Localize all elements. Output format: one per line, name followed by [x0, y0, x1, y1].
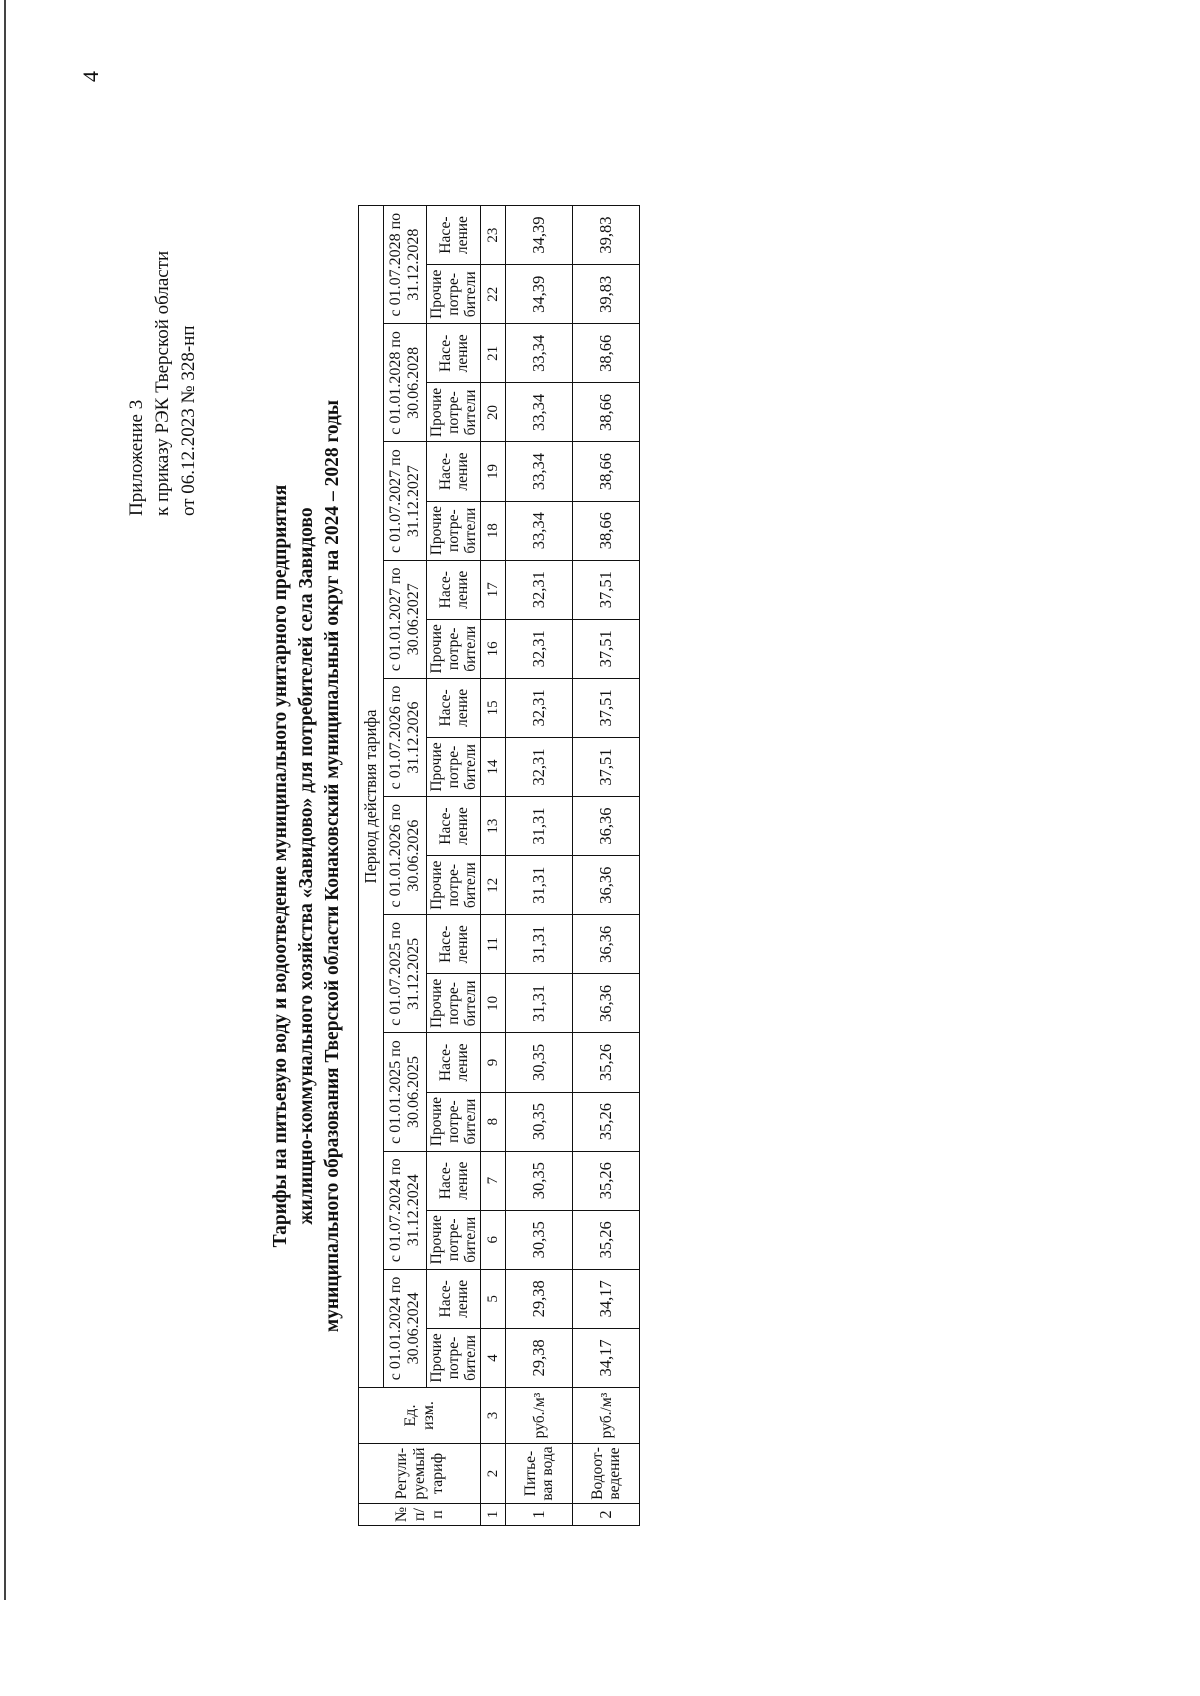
tariff-value: 30,35: [506, 1210, 573, 1269]
document-title: [268, 206, 346, 1526]
category-population: Насе-ление: [427, 442, 481, 501]
column-number: 9: [481, 1033, 506, 1092]
tariff-value: 39,83: [573, 265, 640, 324]
appendix-line-1: Приложение 3: [126, 399, 147, 516]
category-other: Прочие потре-бители: [427, 1328, 481, 1387]
tariff-value: 39,83: [573, 206, 640, 265]
tariff-value: 30,35: [506, 1033, 573, 1092]
header-row-categories: [427, 206, 481, 1526]
col-header-unit: Ед. изм.: [359, 1388, 481, 1444]
header-row-top: [359, 206, 384, 1526]
period-cell: с 01.07.2026 по 31.12.2026: [384, 678, 427, 796]
tariff-value: 35,26: [573, 1210, 640, 1269]
tariff-value: 36,36: [573, 915, 640, 974]
tariff-value: 36,36: [573, 856, 640, 915]
header-row-periods: [384, 206, 427, 1526]
table-row: [573, 206, 640, 1526]
tariff-value: 32,31: [506, 678, 573, 737]
column-number: 16: [481, 619, 506, 678]
tariff-value: 37,51: [573, 737, 640, 796]
column-number-row: [481, 206, 506, 1526]
tariff-value: 37,51: [573, 678, 640, 737]
row-tariff-name: Питье-вая вода: [506, 1444, 573, 1504]
period-cell: с 01.01.2025 по 30.06.2025: [384, 1033, 427, 1151]
tariff-value: 38,66: [573, 324, 640, 383]
category-population: Насе-ление: [427, 206, 481, 265]
column-number: 6: [481, 1210, 506, 1269]
column-number: 3: [481, 1388, 506, 1444]
column-number: 19: [481, 442, 506, 501]
period-cell: с 01.07.2025 по 31.12.2025: [384, 915, 427, 1033]
column-number: 5: [481, 1269, 506, 1328]
category-other: Прочие потре-бители: [427, 974, 481, 1033]
category-other: Прочие потре-бители: [427, 501, 481, 560]
category-population: Насе-ление: [427, 1269, 481, 1328]
page-number: 4: [78, 71, 103, 82]
period-cell: с 01.07.2027 по 31.12.2027: [384, 442, 427, 560]
category-population: Насе-ление: [427, 1151, 481, 1210]
category-population: Насе-ление: [427, 324, 481, 383]
column-number: 17: [481, 560, 506, 619]
category-other: Прочие потре-бители: [427, 1210, 481, 1269]
tariff-table: [358, 205, 640, 1526]
column-number: 2: [481, 1444, 506, 1504]
appendix-line-3: от 06.12.2023 № 328-нп: [178, 325, 199, 516]
appendix-line-2: к приказу РЭК Тверской области: [152, 250, 173, 516]
tariff-value: 37,51: [573, 560, 640, 619]
column-number: 11: [481, 915, 506, 974]
tariff-value: 34,17: [573, 1328, 640, 1387]
col-header-tariff: Регули-руемый тариф: [359, 1444, 481, 1504]
tariff-value: 33,34: [506, 442, 573, 501]
tariff-value: 29,38: [506, 1269, 573, 1328]
tariff-value: 31,31: [506, 856, 573, 915]
tariff-value: 29,38: [506, 1328, 573, 1387]
category-population: Насе-ление: [427, 797, 481, 856]
tariff-value: 33,34: [506, 324, 573, 383]
column-number: 14: [481, 737, 506, 796]
category-population: Насе-ление: [427, 678, 481, 737]
row-number: 2: [573, 1504, 640, 1526]
row-tariff-name: Водоот-ведение: [573, 1444, 640, 1504]
period-cell: с 01.07.2028 по 31.12.2028: [384, 206, 427, 324]
period-header: Период действия тарифа: [359, 206, 384, 1388]
category-other: Прочие потре-бители: [427, 856, 481, 915]
tariff-value: 34,39: [506, 206, 573, 265]
category-population: Насе-ление: [427, 560, 481, 619]
title-line-1: Тарифы на питьевую воду и водоотведение муниципального унитарного предприятия: [270, 484, 291, 1248]
category-other: Прочие потре-бители: [427, 265, 481, 324]
tariff-value: 33,34: [506, 501, 573, 560]
title-line-2: жилищно-коммунального хозяйства «Завидово» для потребителей села Завидово: [296, 507, 317, 1225]
row-unit: руб./м³: [506, 1388, 573, 1444]
tariff-value: 35,26: [573, 1092, 640, 1151]
tariff-value: 32,31: [506, 619, 573, 678]
tariff-value: 35,26: [573, 1033, 640, 1092]
tariff-value: 32,31: [506, 560, 573, 619]
tariff-value: 30,35: [506, 1092, 573, 1151]
tariff-value: 34,17: [573, 1269, 640, 1328]
tariff-value: 31,31: [506, 797, 573, 856]
tariff-value: 34,39: [506, 265, 573, 324]
column-number: 4: [481, 1328, 506, 1387]
period-cell: с 01.01.2026 по 30.06.2026: [384, 797, 427, 915]
category-other: Прочие потре-бители: [427, 1092, 481, 1151]
column-number: 8: [481, 1092, 506, 1151]
category-other: Прочие потре-бители: [427, 619, 481, 678]
tariff-value: 36,36: [573, 974, 640, 1033]
row-unit: руб./м³: [573, 1388, 640, 1444]
row-number: 1: [506, 1504, 573, 1526]
column-number: 23: [481, 206, 506, 265]
appendix-note: [124, 251, 202, 516]
period-cell: с 01.01.2027 по 30.06.2027: [384, 560, 427, 678]
tariff-value: 31,31: [506, 974, 573, 1033]
tariff-value: 38,66: [573, 383, 640, 442]
tariff-value: 30,35: [506, 1151, 573, 1210]
column-number: 13: [481, 797, 506, 856]
column-number: 7: [481, 1151, 506, 1210]
column-number: 22: [481, 265, 506, 324]
category-population: Насе-ление: [427, 1033, 481, 1092]
period-cell: с 01.07.2024 по 31.12.2024: [384, 1151, 427, 1269]
title-line-3: муниципального образования Тверской области Конаковский муниципальный округ на 2024 – 2028 годы: [322, 399, 343, 1333]
column-number: 21: [481, 324, 506, 383]
tariff-value: 36,36: [573, 797, 640, 856]
category-other: Прочие потре-бители: [427, 383, 481, 442]
table-row: [506, 206, 573, 1526]
tariff-value: 31,31: [506, 915, 573, 974]
column-number: 15: [481, 678, 506, 737]
tariff-value: 35,26: [573, 1151, 640, 1210]
col-header-number: № п/п: [359, 1504, 481, 1526]
tariff-value: 32,31: [506, 737, 573, 796]
column-number: 10: [481, 974, 506, 1033]
period-cell: с 01.01.2024 по 30.06.2024: [384, 1269, 427, 1387]
column-number: 1: [481, 1504, 506, 1526]
tariff-value: 37,51: [573, 619, 640, 678]
category-population: Насе-ление: [427, 915, 481, 974]
tariff-value: 38,66: [573, 501, 640, 560]
column-number: 20: [481, 383, 506, 442]
category-other: Прочие потре-бители: [427, 737, 481, 796]
tariff-value: 38,66: [573, 442, 640, 501]
column-number: 18: [481, 501, 506, 560]
column-number: 12: [481, 856, 506, 915]
tariff-value: 33,34: [506, 383, 573, 442]
period-cell: с 01.01.2028 по 30.06.2028: [384, 324, 427, 442]
